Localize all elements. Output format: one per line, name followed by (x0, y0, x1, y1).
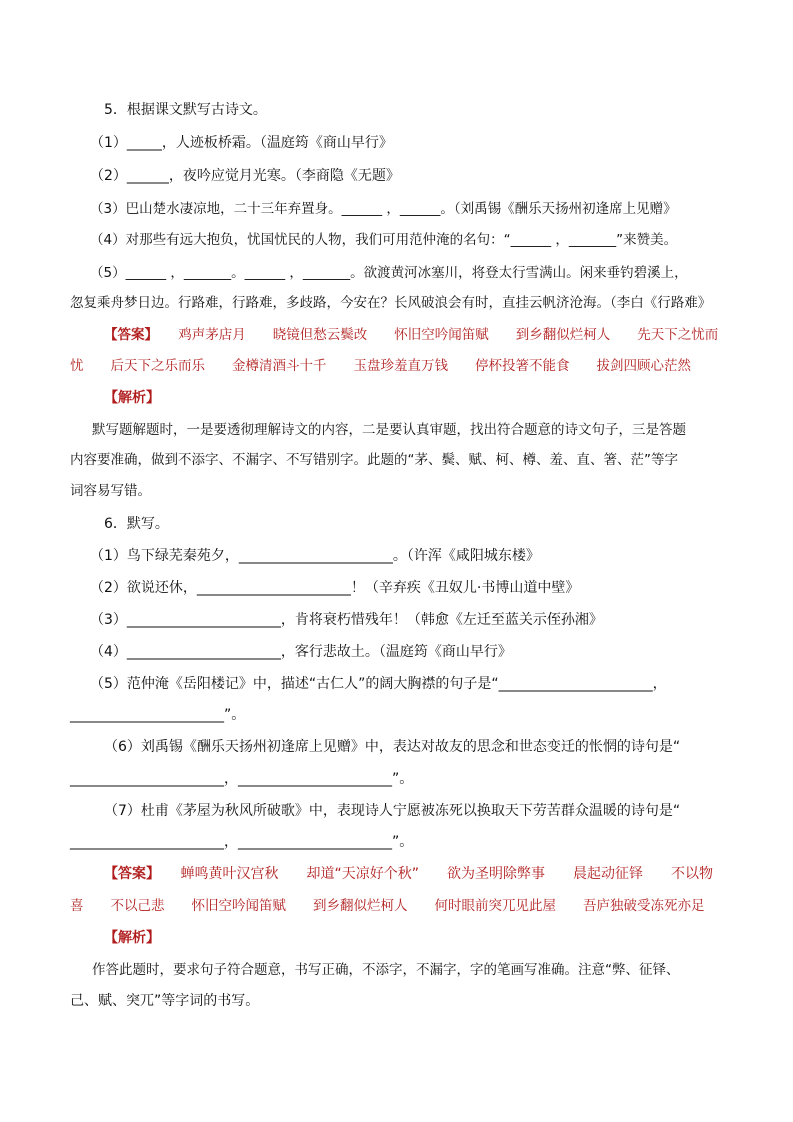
q5-item-4: （4）对那些有远大抱负，忧国忧民的人物，我们可用范仲淹的名句：“______ ，_______”来赞美。 (90, 232, 678, 248)
q5-item-1: （1）_____，人迹板桥霜。（温庭筠《商山早行》 (90, 135, 393, 151)
q5-item-2: （2）______，夜吟应觉月光寒。（李商隐《无题》 (90, 168, 400, 184)
q6-analysis-1: 作答此题时，要求句子符合题意，书写正确，不添字，不漏字，字的笔画写准确。注意“弊、征铎、 (92, 962, 680, 978)
q6-item-5: （5）范仲淹《岳阳楼记》中，描述“古仁人”的阔大胸襟的句子是“______________________， (90, 676, 667, 692)
q6-answer-label: 【答案】 (104, 866, 160, 882)
q6-item-3: （3）______________________，肯将衰朽惜残年！（韩愈《左迁至蓝关示侄孙湘》 (90, 612, 603, 628)
q5-item-5: （5）______ ，_______。______ ，_______。欲渡黄河冰塞川，将登太行雪满山。闲来垂钓碧溪上， (90, 265, 688, 281)
q5-title: 5．根据课文默写古诗文。 (104, 102, 267, 118)
q6-analysis-2: 己、赋、突兀”等字词的书写。 (70, 993, 260, 1009)
q6-analysis-label: 【解析】 (104, 930, 160, 946)
q5-answer-line2: 忧 后天下之乐而乐 金樽清酒斗十千 玉盘珍羞直万钱 停杯投箸不能食 拔剑四顾心茫然 (70, 358, 691, 374)
q6-item-4: （4）______________________，客行悲故土。（温庭筠《商山早行》 (90, 644, 512, 660)
q6-title: 6．默写。 (104, 516, 169, 532)
q5-analysis-1: 默写题解题时，一是要透彻理解诗文的内容，二是要认真审题，找出符合题意的诗文句子，三是答题 (92, 422, 686, 438)
q6-answer-line1: 蝉鸣黄叶汉宫秋 却道“天凉好个秋” 欲为圣明除弊事 晨起动征铎 不以物 (180, 866, 713, 882)
q5-analysis-label: 【解析】 (104, 390, 160, 406)
q6-answer-line2: 喜 不以己悲 怀旧空吟闻笛赋 到乡翻似烂柯人 何时眼前突兀见此屋 吾庐独破受冻死亦足 (70, 898, 705, 914)
q5-analysis-3: 词容易写错。 (70, 483, 151, 499)
q6-item-2: （2）欲说还休，______________________！（辛弃疾《丑奴儿·书博山道中壁》 (90, 580, 580, 596)
q6-item-6-cont: ______________________，______________________”。 (70, 771, 414, 787)
q5-answer-label: 【答案】 (104, 327, 158, 343)
q5-item-3: （3）巴山楚水凄凉地，二十三年弃置身。______ ，______。（刘禹锡《酬乐天扬州初逢席上见赠》 (90, 201, 677, 217)
q5-answer-line1: 鸡声茅店月 晓镜但愁云鬓改 怀旧空吟闻笛赋 到乡翻似烂柯人 先天下之忧而 (178, 327, 719, 343)
q5-answer (104, 325, 744, 345)
q6-item-6: （6）刘禹锡《酬乐天扬州初逢席上见赠》中，表达对故友的思念和世态变迁的怅惘的诗句是“ (104, 739, 681, 755)
q6-item-5-cont: ______________________”。 (70, 707, 246, 723)
q5-analysis-2: 内容要准确，做到不添字、不漏字、不写错别字。此题的“茅、鬓、赋、柯、樽、羞、直、箸、茫”等字 (70, 452, 678, 468)
q6-item-1: （1）鸟下绿芜秦苑夕，______________________。（许浑《咸阳城东楼》 (90, 548, 540, 564)
q5-item-6: 忽复乘舟梦日边。行路难，行路难，多歧路，今安在？长风破浪会有时，直挂云帆济沧海。（李白《行路难》 (70, 295, 712, 311)
q6-item-7: （7）杜甫《茅屋为秋风所破歌》中，表现诗人宁愿被冻死以换取天下劳苦群众温暖的诗句是“ (104, 803, 681, 819)
q6-item-7-cont: ______________________，______________________”。 (70, 834, 414, 850)
q6-answer (104, 864, 744, 884)
